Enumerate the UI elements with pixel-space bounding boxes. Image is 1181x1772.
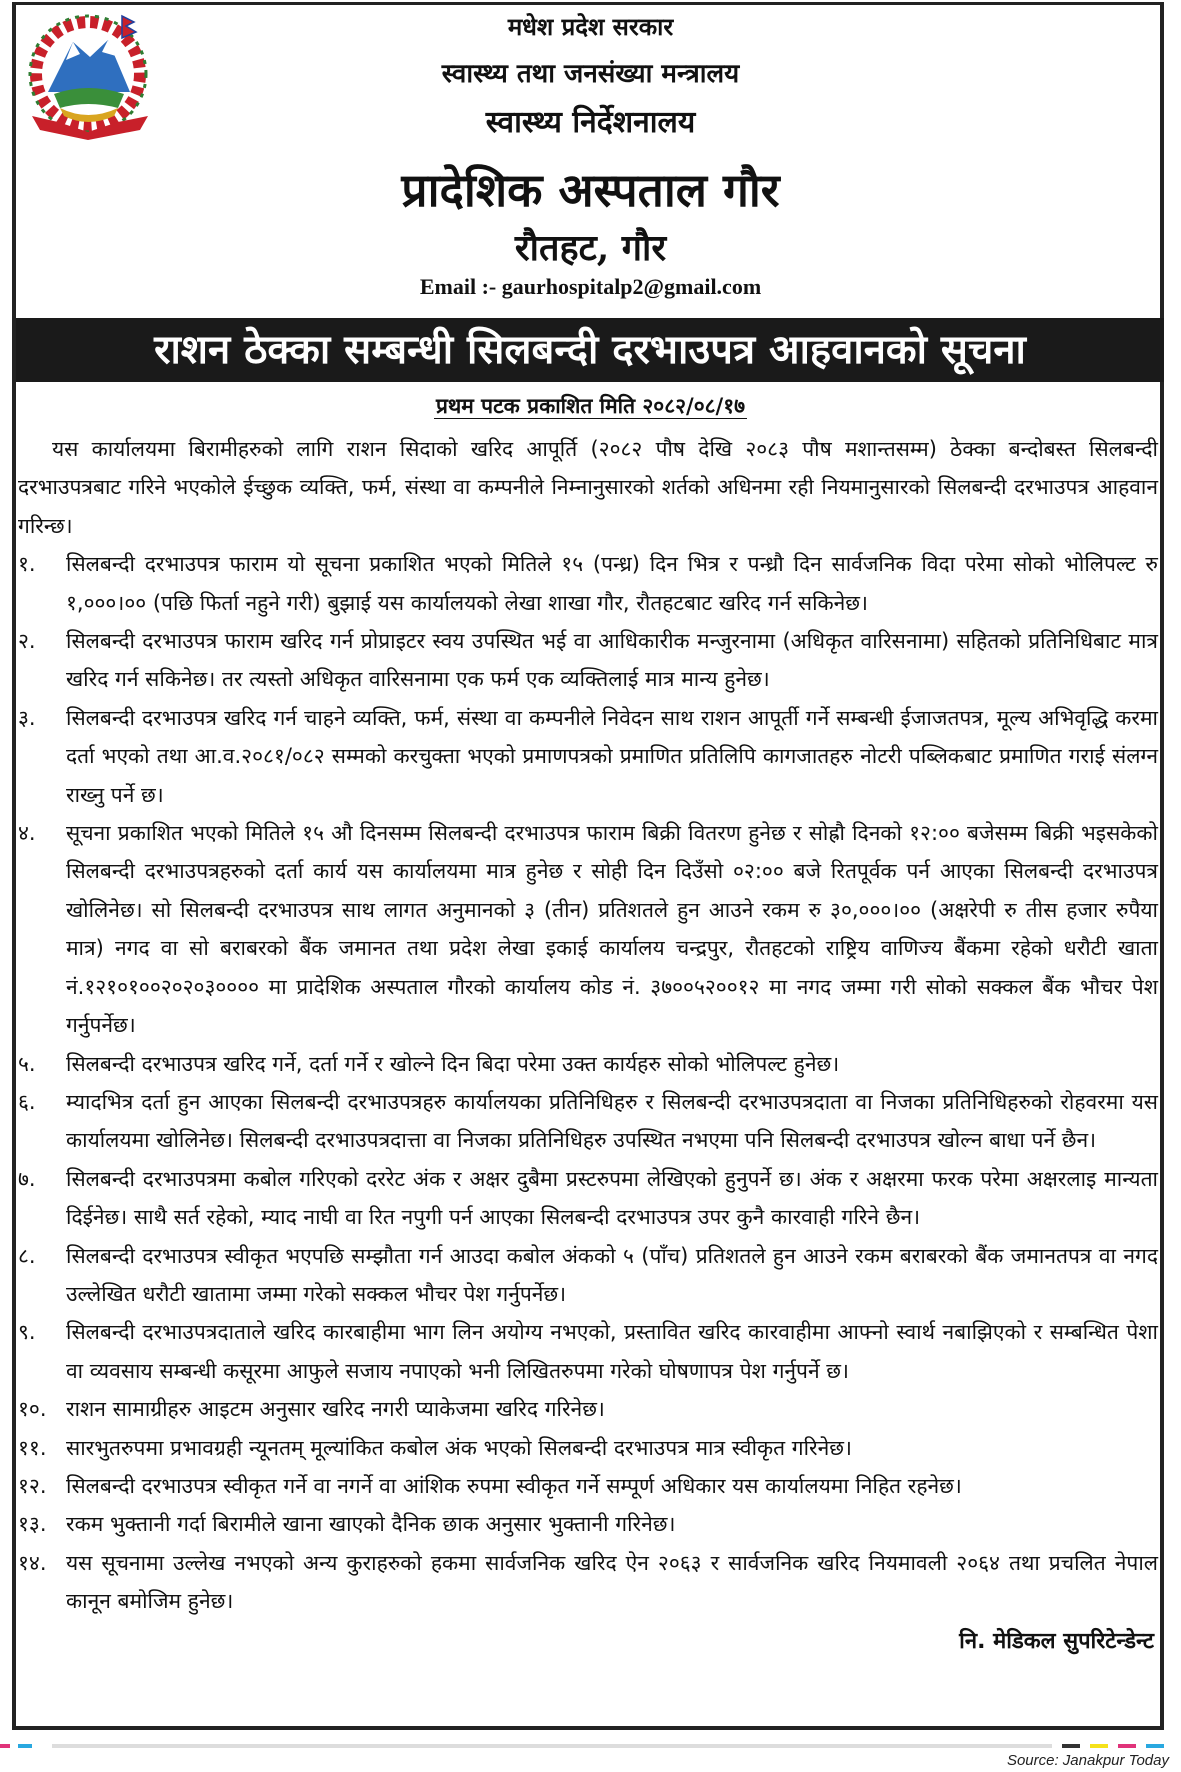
condition-item [18,814,1158,1044]
condition-item [18,1083,1158,1160]
condition-number: ८. [18,1243,36,1268]
notice-body [18,430,1158,1661]
condition-number: ३. [18,705,36,730]
condition-text: यस सूचनामा उल्लेख नभएको अन्य कुराहरुको हकमा सार्वजनिक खरिद ऐन २०६३ र सार्वजनिक खरिद नियमावली २०६४ तथा प्रचलित नेपाल कानून बमोजिम हुनेछ। [66,1550,1158,1614]
print-mark-magenta-2 [1118,1744,1136,1748]
conditions-list [18,545,1158,1620]
condition-number: १. [18,552,36,577]
condition-number: ९. [18,1320,36,1345]
print-mark-magenta [0,1744,10,1748]
condition-number: ६. [18,1089,36,1114]
condition-number: ४. [18,821,36,846]
condition-text: सारभुतरुपमा प्रभावग्रही न्यूनतम् मूल्यांकित कबोल अंक भएको सिलबन्दी दरभाउपत्र मात्र स्वीकृत गरिनेछ। [66,1435,852,1460]
condition-number: ११. [18,1435,47,1460]
notice-title: राशन ठेक्का सम्बन्धी सिलबन्दी दरभाउपत्र आहवानको सूचना [16,318,1164,382]
condition-number: १४. [18,1550,47,1575]
condition-item [18,1160,1158,1237]
condition-text: सिलबन्दी दरभाउपत्र स्वीकृत भएपछि सम्झौता गर्न आउदा कबोल अंकको ५ (पाँच) प्रतिशतले हुन आउने रकम बराबरको बैंक जमानतपत्र वा नगद उल्लेखित धरौटी खातामा जम्मा गरेको सक्कल भौचर पेश गर्नुपर्नेछ। [66,1243,1158,1306]
condition-item [18,1544,1158,1621]
condition-item [18,1045,1158,1083]
print-mark-cyan-2 [1146,1744,1164,1748]
condition-text: सिलबन्दी दरभाउपत्रदाताले खरिद कारबाहीमा भाग लिन अयोग्य नभएको, प्रस्तावित खरिद कारवाहीमा आफ्नो स्वार्थ नबाझिएको र सम्बन्धित पेशा वा व्यवसाय सम्बन्धी कसूरमा आफुले सजाय नपाएको भनी लिखितरुपमा गरेको घोषणापत्र पेश गर्नुपर्ने छ। [66,1320,1158,1383]
condition-item [18,1313,1158,1390]
condition-item [18,1237,1158,1314]
signature: नि. मेडिकल सुपरिटेन्डेन्ट [959,1628,1154,1654]
publish-date [0,392,1181,420]
government-name: मधेश प्रदेश सरकार [507,12,674,41]
condition-item [18,1429,1158,1467]
condition-number: ५. [18,1051,36,1076]
office-name: प्रादेशिक अस्पताल गौर [401,163,780,217]
condition-number: ७. [18,1166,36,1191]
condition-text: सूचना प्रकाशित भएको मितिले १५ औ दिनसम्म सिलबन्दी दरभाउपत्र फाराम बिक्री वितरण हुनेछ र सोह्रौ दिनको १२:०० बजेसम्म बिक्री भइसकेको सिलबन्दी दरभाउपत्रहरुको दर्ता कार्य यस कार्यालयमा मात्र हुनेछ र सोही दिन दिउँसो ०२:०० बजे रितपूर्वक पर्न आएका सिलबन्दी दरभाउपत्र खोलिनेछ। सो सिलबन्दी दरभाउपत्र साथ लागत अनुमानको ३ (तीन) प्रतिशतले हुन आउने रकम रु ३०,०००।०० (अक्षरेपी रु तीस हजार रुपैया मात्र) नगद वा सो बराबरको बैंक जमानत तथा प्रदेश लेखा इकाई कार्यालय चन्द्रपुर, रौतहटको राष्ट्रिय वाणिज्य बैंकमा रहेको धरौटी खाता नं.१२१०१००२०२०३०००० मा प्रादेशिक अस्पताल गौरको कार्यालय कोड नं. ३७००५२००१२ मा नगद जम्मा गरी सोको सक्कल बैंक भौचर पेश गर्नुपर्नेछ। [66,821,1158,1038]
condition-item [18,699,1158,814]
intro-paragraph: यस कार्यालयमा बिरामीहरुको लागि राशन सिदाको खरिद आपूर्ति (२०८२ पौष देखि २०८३ पौष मशान्तसम्म) ठेक्का बन्दोबस्त सिलबन्दी दरभाउपत्रबाट गरिने भएकोले ईच्छुक व्यक्ति, फर्म, संस्था वा कम्पनीले निम्नानुसारको शर्तको अधिनमा रही नियमानुसारको सिलबन्दी दरभाउपत्र आहवान गरिन्छ। [18,437,1158,538]
condition-number: २. [18,629,36,654]
print-mark-black [1062,1744,1080,1748]
footer-divider [52,1744,1052,1748]
print-mark-cyan [18,1744,32,1748]
condition-text: सिलबन्दी दरभाउपत्रमा कबोल गरिएको दररेट अंक र अक्षर दुबैमा प्रस्टरुपमा लेखिएको हुनुपर्ने छ। अंक र अक्षरमा फरक परेमा अक्षरलाइ मान्यता दिईनेछ। साथै सर्त रहेको, म्याद नाघी वा रित नपुगी पर्न आएका सिलबन्दी दरभाउपत्र उपर कुनै कारवाही गरिने छैन। [66,1166,1158,1230]
print-mark-yellow [1090,1744,1108,1748]
condition-item [18,545,1158,622]
condition-item [18,1467,1158,1505]
publish-date-text: प्रथम पटक प्रकाशित मिति २०८२/०८/१७ [435,393,746,418]
condition-item [18,1390,1158,1428]
condition-text: राशन सामाग्रीहरु आइटम अनुसार खरिद नगरी प्याकेजमा खरिद गरिनेछ। [66,1397,605,1422]
condition-number: १२. [18,1473,47,1498]
condition-text: सिलबन्दी दरभाउपत्र खरिद गर्न चाहने व्यक्ति, फर्म, संस्था वा कम्पनीले निवेदन साथ राशन आपूर्ती गर्ने सम्बन्धी ईजाजतपत्र, मूल्य अभिवृद्धि करमा दर्ता भएको तथा आ.व.२०८१/०८२ सम्मको करचुक्ता भएको प्रमाणपत्रको प्रमाणित प्रतिलिपि कागजातहरु नोटरी पब्लिकबाट प्रमाणित गराई संलग्न राख्नु पर्ने छ। [66,705,1158,807]
condition-text: रकम भुक्तानी गर्दा बिरामीले खाना खाएको दैनिक छाक अनुसार भुक्तानी गरिनेछ। [66,1512,676,1537]
condition-text: सिलबन्दी दरभाउपत्र फाराम खरिद गर्न प्रोप्राइटर स्वय उपस्थित भई वा आधिकारीक मन्जुरनामा (अधिकृत वारिसनामा) सहितको प्रतिनिधिबाट मात्र खरिद गर्न सकिनेछ। तर त्यस्तो अधिकृत वारिसनामा एक फर्म एक व्यक्तिलाई मात्र मान्य हुनेछ। [66,629,1158,692]
office-email: Email :- gaurhospitalp2@gmail.com [419,274,762,299]
directorate-name: स्वास्थ्य निर्देशनालय [485,105,696,140]
office-location: रौतहट, गौर [514,227,667,269]
condition-item [18,1505,1158,1543]
condition-number: १३. [18,1512,47,1537]
condition-text: सिलबन्दी दरभाउपत्र फाराम यो सूचना प्रकाशित भएको मितिले १५ (पन्ध्र) दिन भित्र र पन्ध्रौ दिन सार्वजनिक विदा परेमा सोको भोलिपल्ट रु १,०००।०० (पछि फिर्ता नहुने गरी) बुझाई यस कार्यालयको लेखा शाखा गौर, रौतहटबाट खरिद गर्न सकिनेछ। [66,552,1158,615]
condition-text: म्यादभित्र दर्ता हुन आएका सिलबन्दी दरभाउपत्रहरु कार्यालयका प्रतिनिधिहरु र सिलबन्दी दरभाउपत्रदाता वा निजका प्रतिनिधिहरुको रोहवरमा यस कार्यालयमा खोलिनेछ। सिलबन्दी दरभाउपत्रदात्ता वा निजका प्रतिनिधिहरु उपस्थित नभएमा पनि सिलबन्दी दरभाउपत्र खोल्न बाधा पर्ने छैन। [66,1089,1158,1153]
source-credit: Source: Janakpur Today [1006,1752,1169,1769]
ministry-name: स्वास्थ्य तथा जनसंख्या मन्त्रालय [441,59,740,89]
condition-text: सिलबन्दी दरभाउपत्र खरिद गर्ने, दर्ता गर्ने र खोल्ने दिन बिदा परेमा उक्त कार्यहरु सोको भोलिपल्ट हुनेछ। [66,1051,840,1076]
condition-item [18,622,1158,699]
condition-number: १०. [18,1397,47,1422]
condition-text: सिलबन्दी दरभाउपत्र स्वीकृत गर्ने वा नगर्ने वा आंशिक रुपमा स्वीकृत गर्ने सम्पूर्ण अधिकार यस कार्यालयमा निहित रहनेछ। [66,1473,962,1498]
